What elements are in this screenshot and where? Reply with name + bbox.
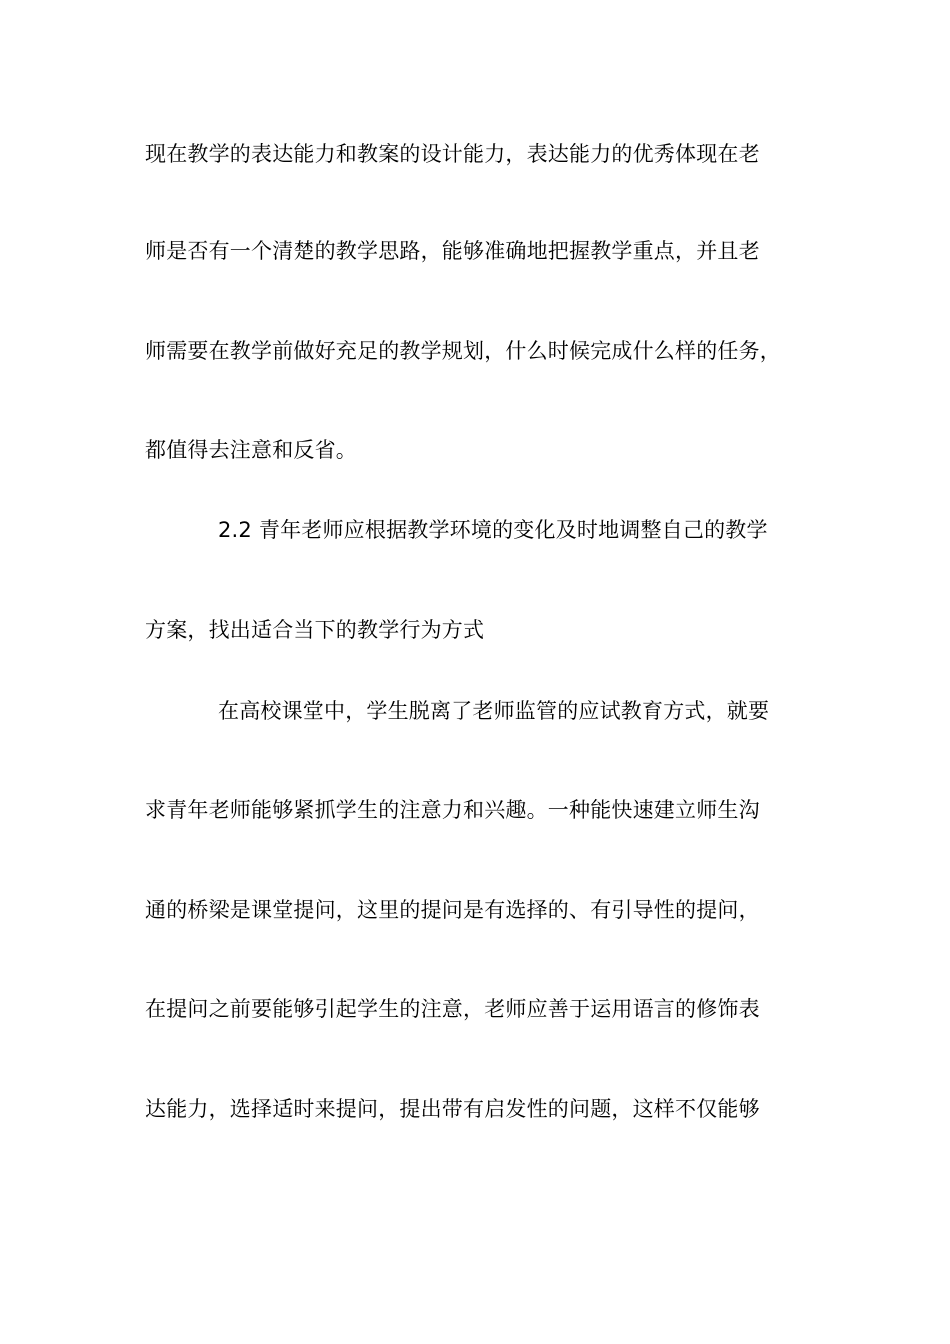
paragraph-line: 现在教学的表达能力和教案的设计能力，表达能力的优秀体现在老 — [145, 142, 760, 166]
paragraph-line: 都值得去注意和反省。 — [145, 438, 357, 462]
paragraph-line: 师需要在教学前做好充足的教学规划，什么时候完成什么样的任务， — [145, 339, 781, 363]
paragraph-line: 师是否有一个清楚的教学思路，能够准确地把握教学重点，并且老 — [145, 239, 760, 263]
paragraph-line: 通的桥梁是课堂提问，这里的提问是有选择的、有引导性的提问， — [145, 898, 760, 922]
paragraph-line: 在高校课堂中，学生脱离了老师监管的应试教育方式，就要 — [218, 699, 770, 723]
paragraph-line: 达能力，选择适时来提问，提出带有启发性的问题，这样不仅能够 — [145, 1097, 760, 1121]
section-heading-line: 方案，找出适合当下的教学行为方式 — [145, 618, 485, 642]
paragraph-line: 求青年老师能够紧抓学生的注意力和兴趣。一种能快速建立师生沟 — [145, 798, 760, 822]
paragraph-line: 在提问之前要能够引起学生的注意，老师应善于运用语言的修饰表 — [145, 997, 760, 1021]
section-heading-line: 2.2 青年老师应根据教学环境的变化及时地调整自己的教学 — [218, 518, 768, 542]
